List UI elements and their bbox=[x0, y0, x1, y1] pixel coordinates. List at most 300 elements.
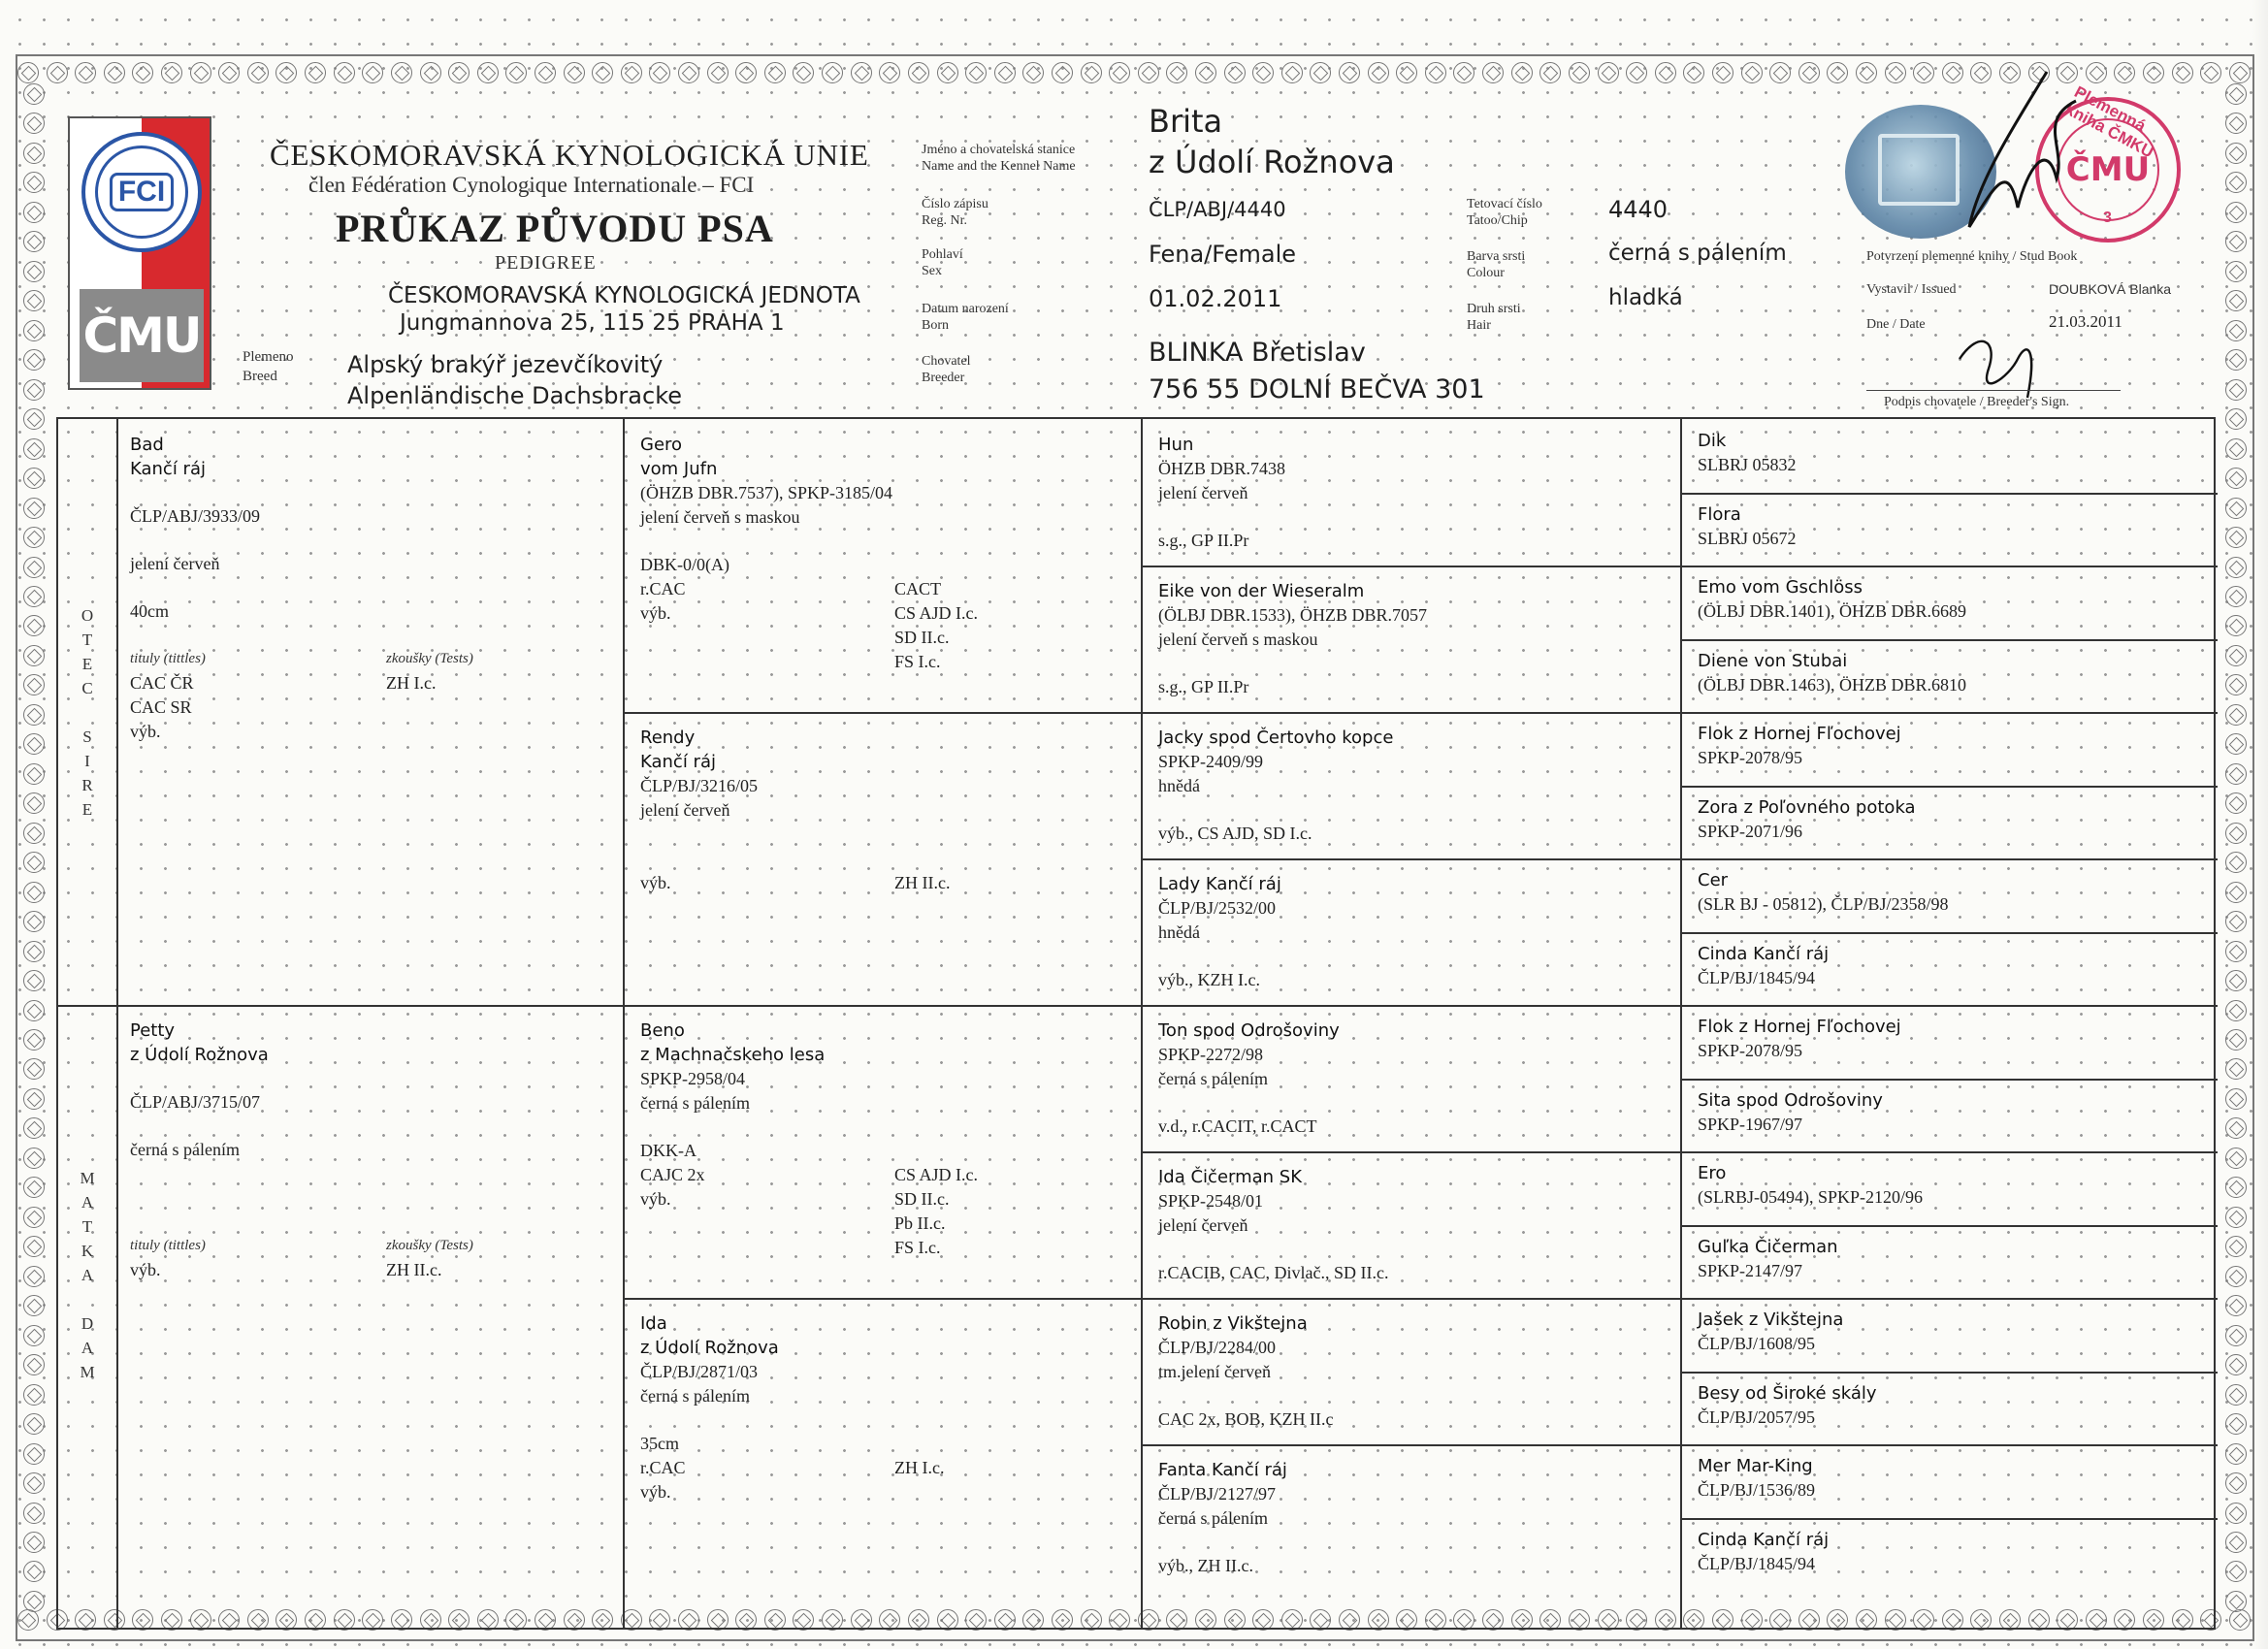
g4-reg: SLBRJ 05672 bbox=[1698, 528, 1797, 548]
ornament-icon bbox=[2143, 62, 2164, 83]
ornament-icon bbox=[132, 62, 153, 83]
ornament-icon bbox=[23, 557, 45, 578]
ornament-icon bbox=[23, 1532, 45, 1553]
gen4-ancestor bbox=[1698, 1015, 1901, 1063]
ornament-icon bbox=[1856, 62, 1877, 83]
ornament-icon bbox=[2225, 231, 2247, 252]
ornament-icon bbox=[23, 1503, 45, 1524]
ornament-icon bbox=[23, 1236, 45, 1257]
ornament-icon bbox=[1368, 62, 1389, 83]
ggp-titles: výb., ZH II.c. bbox=[1158, 1556, 1253, 1575]
sire-title: CAC SR bbox=[130, 697, 192, 717]
ornament-icon bbox=[1138, 62, 1159, 83]
gp-colour: černá s pálením bbox=[640, 1386, 750, 1406]
gp-health: DBK-0/0(A) bbox=[640, 555, 729, 574]
dog-name-line2: z Údolí Rožnova bbox=[1149, 144, 1395, 180]
gp-title: výb. bbox=[640, 603, 671, 623]
ornament-icon bbox=[23, 1591, 45, 1612]
sex-label-cz: Pohlaví bbox=[922, 247, 963, 262]
ornament-icon bbox=[23, 882, 45, 903]
ggp-name: Ida Čičerman SK bbox=[1158, 1167, 1303, 1187]
ornament-icon bbox=[1913, 62, 1934, 83]
granddam-paternal bbox=[640, 726, 950, 895]
ggp-colour: tm.jelení červeň bbox=[1158, 1362, 1271, 1381]
gp-colour: jelení červeň s maskou bbox=[640, 507, 800, 527]
gp-title: výb. bbox=[640, 1189, 671, 1209]
ornament-icon bbox=[275, 62, 297, 83]
ggp-name: Ton spod Odrošoviny bbox=[1158, 1020, 1340, 1041]
ornament-icon bbox=[1281, 62, 1303, 83]
ornament-icon bbox=[23, 1029, 45, 1051]
ornament-icon bbox=[23, 1413, 45, 1435]
ornament-icon bbox=[17, 62, 39, 83]
ornament-icon bbox=[23, 438, 45, 460]
ornament-icon bbox=[2225, 704, 2247, 726]
document-subtitle: PEDIGREE bbox=[495, 252, 597, 274]
gen4-ancestor bbox=[1698, 1161, 1923, 1210]
gp-test: CACT bbox=[894, 579, 942, 598]
gp-title: r.CAC bbox=[640, 579, 686, 598]
ornament-icon bbox=[2225, 1236, 2247, 1257]
ornament-icon bbox=[2225, 261, 2247, 282]
ornament-icon bbox=[23, 645, 45, 666]
great-grandparent bbox=[1158, 1458, 1287, 1578]
gp-name: Rendy bbox=[640, 728, 696, 748]
ornament-icon bbox=[23, 586, 45, 607]
g4-reg: SPKP-2071/96 bbox=[1698, 821, 1803, 841]
great-grandparent bbox=[1158, 579, 1427, 699]
ornament-icon bbox=[851, 62, 872, 83]
ornament-icon bbox=[2225, 379, 2247, 401]
ornament-icon bbox=[23, 498, 45, 519]
ornament-icon bbox=[735, 62, 757, 83]
dam-kennel: z Údolí Rožnova bbox=[130, 1045, 269, 1065]
gen4-ancestor bbox=[1698, 1528, 1829, 1576]
gp-reg: ČLP/BJ/2871/03 bbox=[640, 1362, 759, 1381]
ggp-reg: SPKP-2409/99 bbox=[1158, 752, 1264, 771]
ornament-icon bbox=[2229, 62, 2251, 83]
side-letter: M bbox=[80, 1169, 95, 1187]
ornament-icon bbox=[1539, 62, 1561, 83]
breed-value bbox=[347, 349, 682, 411]
g4-name: Diene von Stubai bbox=[1698, 650, 1848, 671]
ornament-icon bbox=[23, 823, 45, 844]
side-letter: S bbox=[82, 728, 92, 746]
g4-name: Besy od Široké skály bbox=[1698, 1382, 1877, 1404]
gen4-ancestor bbox=[1698, 1088, 1883, 1137]
ornament-icon bbox=[47, 62, 68, 83]
ornament-icon bbox=[448, 62, 470, 83]
great-grandparent bbox=[1158, 872, 1281, 992]
ornament-icon bbox=[1339, 62, 1360, 83]
ornament-icon bbox=[1224, 62, 1246, 83]
ornament-icon bbox=[2225, 172, 2247, 193]
dam-side-label bbox=[58, 1166, 116, 1384]
ornament-icon bbox=[23, 113, 45, 134]
sex-label bbox=[922, 246, 963, 279]
ornament-icon bbox=[23, 1384, 45, 1406]
g4-name: Zora z Poľovného potoka bbox=[1698, 796, 1916, 818]
tattoo-label bbox=[1467, 196, 1542, 229]
g4-reg: SPKP-2078/95 bbox=[1698, 748, 1803, 767]
ornament-icon bbox=[1052, 62, 1073, 83]
breed-value-cz: Alpský brakýř jezevčíkovitý bbox=[347, 351, 664, 378]
ornament-icon bbox=[23, 143, 45, 164]
gp-test: SD II.c. bbox=[894, 628, 950, 647]
ornament-icon bbox=[2225, 1413, 2247, 1435]
ornament-icon bbox=[2225, 882, 2247, 903]
g4-reg: SPKP-1967/97 bbox=[1698, 1114, 1803, 1134]
g4-reg: ČLP/BJ/1845/94 bbox=[1698, 967, 1816, 987]
reg-number: ČLP/ABJ/4440 bbox=[1149, 198, 1286, 221]
ornament-icon bbox=[2225, 1177, 2247, 1198]
gp-kennel: Kančí ráj bbox=[640, 752, 716, 772]
ggp-colour: jelení červeň bbox=[1158, 483, 1248, 502]
ornament-icon bbox=[2225, 408, 2247, 430]
side-letter: C bbox=[81, 679, 93, 697]
gp-colour: jelení červeň bbox=[640, 800, 730, 820]
ggp-colour: hnědá bbox=[1158, 922, 1200, 942]
gen4-ancestor bbox=[1698, 649, 1966, 697]
cmku-logo: ČMU bbox=[80, 289, 204, 382]
ornament-icon bbox=[23, 1561, 45, 1582]
date-value: 21.03.2011 bbox=[2049, 312, 2122, 331]
ornament-icon bbox=[23, 527, 45, 548]
ornament-icon bbox=[2200, 62, 2221, 83]
ornament-icon bbox=[104, 62, 125, 83]
ornament-icon bbox=[764, 62, 786, 83]
ornament-icon bbox=[23, 1177, 45, 1198]
ornament-icon bbox=[2225, 468, 2247, 489]
ornament-icon bbox=[1683, 62, 1704, 83]
ornament-icon bbox=[1511, 62, 1533, 83]
ornament-icon bbox=[535, 62, 556, 83]
sire-title: výb. bbox=[130, 722, 161, 741]
registrar-signature bbox=[1940, 62, 2086, 256]
ornament-icon bbox=[23, 1207, 45, 1228]
ornament-icon bbox=[23, 261, 45, 282]
g4-name: Cinda Kančí ráj bbox=[1698, 1529, 1830, 1550]
ggp-name: Eike von der Wieseralm bbox=[1158, 581, 1365, 601]
ornament-icon bbox=[2225, 498, 2247, 519]
ornament-icon bbox=[908, 62, 929, 83]
gen4-ancestor bbox=[1698, 795, 1916, 844]
g4-reg: SPKP-2147/97 bbox=[1698, 1260, 1803, 1280]
ornament-icon bbox=[2172, 62, 2193, 83]
hair-value: hladká bbox=[1608, 285, 1683, 310]
ornament-icon bbox=[2225, 1088, 2247, 1110]
ggp-titles: v.d., r.CACIT, r.CACT bbox=[1158, 1116, 1317, 1136]
g4-name: Cer bbox=[1698, 870, 1729, 890]
sire-colour: jelení červeň bbox=[130, 554, 220, 573]
ornament-icon bbox=[1482, 62, 1504, 83]
ornament-icon bbox=[2225, 83, 2247, 105]
g4-name: Ero bbox=[1698, 1163, 1727, 1183]
ornament-icon bbox=[1569, 62, 1590, 83]
fci-cmku-logo bbox=[68, 116, 211, 390]
ornament-icon bbox=[2225, 733, 2247, 755]
side-letter: T bbox=[81, 1217, 93, 1236]
gp-height: 35cm bbox=[640, 1434, 679, 1453]
ornament-icon bbox=[161, 62, 182, 83]
breeder-label-en: Breeder bbox=[922, 371, 965, 385]
ornament-icon bbox=[1425, 62, 1446, 83]
ornament-icon bbox=[23, 1354, 45, 1375]
breed-value-de: Alpenländische Dachsbracke bbox=[347, 382, 682, 409]
studbook-confirm-label: Potvrzení plemenné knihy / Stud Book bbox=[1866, 249, 2078, 264]
ornament-icon bbox=[2225, 1503, 2247, 1524]
ornament-icon bbox=[2225, 349, 2247, 371]
great-grandparent bbox=[1158, 433, 1285, 553]
ggp-name: Fanta Kančí ráj bbox=[1158, 1460, 1287, 1480]
issued-label: Vystavil / Issued bbox=[1866, 282, 1957, 297]
ornament-icon bbox=[1655, 62, 1676, 83]
breeder-address: 756 55 DOLNÍ BEČVA 301 bbox=[1149, 374, 1485, 404]
gp-health: DKK-A bbox=[640, 1141, 697, 1160]
ornament-icon bbox=[564, 62, 585, 83]
sire-title: CAC ČR bbox=[130, 673, 194, 693]
ggp-reg: SPKP-2548/01 bbox=[1158, 1191, 1264, 1211]
g4-reg: ČLP/BJ/2057/95 bbox=[1698, 1406, 1816, 1427]
ornament-icon bbox=[1827, 62, 1848, 83]
ornament-icon bbox=[23, 674, 45, 695]
g4-name: Flok z Hornej Fľochovej bbox=[1698, 724, 1901, 744]
ornament-icon bbox=[822, 62, 843, 83]
born-label bbox=[922, 301, 1009, 334]
sire-tests: ZH I.c. bbox=[386, 673, 437, 693]
ornament-icon bbox=[2225, 143, 2247, 164]
ornament-icon bbox=[1022, 62, 1044, 83]
ornament-icon bbox=[1109, 62, 1130, 83]
side-letter: M bbox=[80, 1363, 95, 1381]
breeder-label bbox=[922, 353, 971, 386]
ornament-icon bbox=[678, 62, 699, 83]
ornament-icon bbox=[2225, 1295, 2247, 1316]
ggp-colour: hnědá bbox=[1158, 776, 1200, 795]
gp-title: výb. bbox=[640, 1482, 671, 1502]
gp-title: CAJC 2x bbox=[640, 1165, 705, 1184]
name-label-en: Name and the Kennel Name bbox=[922, 159, 1076, 174]
ornament-icon bbox=[2225, 1443, 2247, 1465]
ornament-icon bbox=[23, 1148, 45, 1169]
sex-label-en: Sex bbox=[922, 264, 942, 278]
sire-name: Bad bbox=[130, 435, 164, 455]
ornament-icon bbox=[1195, 62, 1216, 83]
ggp-colour: jelení červeň s maskou bbox=[1158, 630, 1318, 649]
ornament-icon bbox=[23, 1325, 45, 1346]
ornament-icon bbox=[23, 941, 45, 962]
ornament-icon bbox=[505, 62, 527, 83]
ornament-icon bbox=[2225, 1384, 2247, 1406]
ggp-titles: CAC 2x, BOB, KZH II.c bbox=[1158, 1409, 1334, 1429]
ornament-icon bbox=[23, 763, 45, 785]
gp-reg: (ÖHZB DBR.7537), SPKP-3185/04 bbox=[640, 483, 893, 502]
ornament-icon bbox=[23, 792, 45, 814]
breed-label-en: Breed bbox=[243, 369, 277, 384]
gp-test: SD II.c. bbox=[894, 1189, 950, 1209]
ggp-reg: ÖHZB DBR.7438 bbox=[1158, 459, 1286, 478]
ggp-titles: r.CACIB, CAC, Divlač., SD II.c. bbox=[1158, 1263, 1389, 1282]
side-letter: T bbox=[81, 630, 93, 649]
gen4-ancestor bbox=[1698, 1308, 1843, 1356]
gp-kennel: vom Jufn bbox=[640, 459, 718, 479]
ornament-icon bbox=[2229, 1609, 2251, 1631]
ornament-icon bbox=[2225, 1325, 2247, 1346]
ggp-name: Lady Kančí ráj bbox=[1158, 874, 1281, 894]
born-value: 01.02.2011 bbox=[1149, 285, 1282, 312]
ornament-icon bbox=[23, 1088, 45, 1110]
gen4-ancestor bbox=[1698, 942, 1829, 990]
ornament-icon bbox=[1769, 62, 1791, 83]
ggp-reg: ČLP/BJ/2127/97 bbox=[1158, 1484, 1277, 1504]
ggp-reg: SPKP-2272/98 bbox=[1158, 1045, 1264, 1064]
ggp-reg: ČLP/BJ/2532/00 bbox=[1158, 898, 1277, 918]
ornament-icon bbox=[1396, 62, 1417, 83]
ornament-border-top bbox=[17, 58, 2251, 87]
dam-name: Petty bbox=[130, 1020, 176, 1041]
ornament-icon bbox=[2225, 1266, 2247, 1287]
ggp-reg: ČLP/BJ/2284/00 bbox=[1158, 1338, 1277, 1357]
g4-reg: SLBRJ 05832 bbox=[1698, 455, 1797, 474]
fci-membership: člen Fédération Cynologique Internationale – FCI bbox=[308, 173, 755, 197]
ggp-titles: s.g., GP II.Pr bbox=[1158, 531, 1249, 550]
gp-name: Beno bbox=[640, 1020, 685, 1041]
ggp-reg: (ÖLBJ DBR.1533), ÖHZB DBR.7057 bbox=[1158, 605, 1428, 625]
hair-label-cz: Druh srsti bbox=[1467, 302, 1521, 316]
dam-titles-label: tituly (tittles) bbox=[130, 1238, 206, 1253]
ornament-icon bbox=[2225, 438, 2247, 460]
sire-side-label bbox=[58, 603, 116, 822]
dam-tests: ZH II.c. bbox=[386, 1260, 442, 1279]
ornament-icon bbox=[23, 615, 45, 636]
ornament-icon bbox=[23, 231, 45, 252]
g4-name: Flora bbox=[1698, 503, 1741, 525]
ornament-icon bbox=[2225, 527, 2247, 548]
grandsire-paternal bbox=[640, 433, 978, 674]
gp-test: FS I.c. bbox=[894, 1238, 941, 1257]
ornament-icon bbox=[2225, 1561, 2247, 1582]
ornament-icon bbox=[23, 1472, 45, 1494]
gen4-ancestor bbox=[1698, 1235, 1838, 1283]
ornament-icon bbox=[218, 62, 240, 83]
colour-value: černá s pálením bbox=[1608, 241, 1787, 266]
fci-logo-text: FCI bbox=[110, 173, 174, 211]
ornament-icon bbox=[23, 468, 45, 489]
gp-reg: SPKP-2958/04 bbox=[640, 1069, 746, 1088]
fci-emblem bbox=[81, 132, 202, 252]
ornament-icon bbox=[621, 62, 642, 83]
side-letter: A bbox=[81, 1193, 94, 1212]
ornament-icon bbox=[2086, 62, 2107, 83]
great-grandparent bbox=[1158, 726, 1393, 846]
ornament-icon bbox=[23, 83, 45, 105]
dam-tests-label: zkoušky (Tests) bbox=[386, 1238, 473, 1253]
ornament-icon bbox=[23, 704, 45, 726]
breeder-name: BLINKA Břetislav bbox=[1149, 338, 1366, 368]
ggp-titles: výb., KZH I.c. bbox=[1158, 970, 1260, 989]
g4-name: Dik bbox=[1698, 431, 1727, 451]
gen4-ancestor bbox=[1698, 575, 1966, 624]
born-label-cz: Datum narození bbox=[922, 302, 1009, 316]
ornament-icon bbox=[2225, 113, 2247, 134]
gp-test: ZH I.c. bbox=[894, 1458, 945, 1477]
ornament-icon bbox=[2225, 1207, 2247, 1228]
club-address: Jungmannova 25, 115 25 PRAHA 1 bbox=[400, 310, 785, 336]
stamp-number: 3 bbox=[2103, 210, 2112, 226]
ornament-icon bbox=[391, 62, 412, 83]
ornament-icon bbox=[23, 202, 45, 223]
ornament-border-right bbox=[2221, 83, 2251, 1612]
breeder-label-cz: Chovatel bbox=[922, 354, 971, 369]
gen4-ancestor bbox=[1698, 1381, 1877, 1430]
grandsire-maternal bbox=[640, 1018, 978, 1260]
ornament-icon bbox=[2225, 763, 2247, 785]
pedigree-table bbox=[56, 417, 2216, 1630]
signature-line bbox=[1866, 390, 2121, 391]
sire-cell bbox=[130, 433, 473, 744]
granddam-maternal bbox=[640, 1311, 944, 1504]
ggp-colour: černá s pálením bbox=[1158, 1508, 1268, 1528]
g4-reg: (SLR BJ - 05812), ČLP/BJ/2358/98 bbox=[1698, 894, 1949, 914]
sire-tests-label: zkoušky (Tests) bbox=[386, 651, 473, 666]
reg-label-cz: Číslo zápisu bbox=[922, 197, 988, 211]
great-grandparent bbox=[1158, 1311, 1334, 1432]
ornament-icon bbox=[23, 970, 45, 991]
ornament-icon bbox=[23, 1295, 45, 1316]
born-label-en: Born bbox=[922, 318, 949, 333]
g4-reg: ČLP/BJ/1536/89 bbox=[1698, 1480, 1816, 1500]
side-letter: E bbox=[81, 655, 93, 673]
ornament-icon bbox=[879, 62, 900, 83]
ornament-icon bbox=[477, 62, 499, 83]
ornament-icon bbox=[17, 1609, 39, 1631]
gp-colour: černá s pálením bbox=[640, 1093, 750, 1113]
tattoo-label-cz: Tetovací číslo bbox=[1467, 197, 1542, 211]
breed-label bbox=[243, 347, 294, 386]
ornament-icon bbox=[2225, 674, 2247, 695]
g4-reg: (ÖLBJ DBR.1401), ÖHZB DBR.6689 bbox=[1698, 601, 1967, 621]
ornament-icon bbox=[2225, 320, 2247, 341]
ornament-icon bbox=[649, 62, 670, 83]
ornament-icon bbox=[2225, 1000, 2247, 1021]
ornament-icon bbox=[1798, 62, 1820, 83]
dam-title: výb. bbox=[130, 1260, 161, 1279]
ornament-icon bbox=[1741, 62, 1763, 83]
ornament-icon bbox=[937, 62, 958, 83]
dam-cell bbox=[130, 1018, 473, 1282]
ornament-icon bbox=[2225, 645, 2247, 666]
ornament-icon bbox=[23, 1000, 45, 1021]
ornament-icon bbox=[592, 62, 613, 83]
gp-kennel: z Machnačskeho lesa bbox=[640, 1045, 826, 1065]
g4-reg: (SLRBJ-05494), SPKP-2120/96 bbox=[1698, 1187, 1924, 1207]
ornament-icon bbox=[1252, 62, 1274, 83]
gp-name: Ida bbox=[640, 1313, 667, 1334]
gp-reg: ČLP/BJ/3216/05 bbox=[640, 776, 759, 795]
gen4-ancestor bbox=[1698, 1454, 1815, 1503]
sire-kennel: Kančí ráj bbox=[130, 459, 206, 479]
dog-name bbox=[1149, 101, 1395, 182]
g4-name: Emo vom Gschlöss bbox=[1698, 577, 1863, 598]
g4-name: Sita spod Odrošoviny bbox=[1698, 1089, 1883, 1111]
gp-test: ZH II.c. bbox=[894, 873, 951, 892]
ornament-icon bbox=[2225, 1591, 2247, 1612]
ggp-titles: výb., CS AJD, SD I.c. bbox=[1158, 824, 1312, 843]
ggp-name: Jacky spod Čertovho kopce bbox=[1158, 728, 1394, 748]
ornament-icon bbox=[23, 290, 45, 311]
ornament-icon bbox=[2225, 852, 2247, 873]
ornament-icon bbox=[23, 911, 45, 932]
